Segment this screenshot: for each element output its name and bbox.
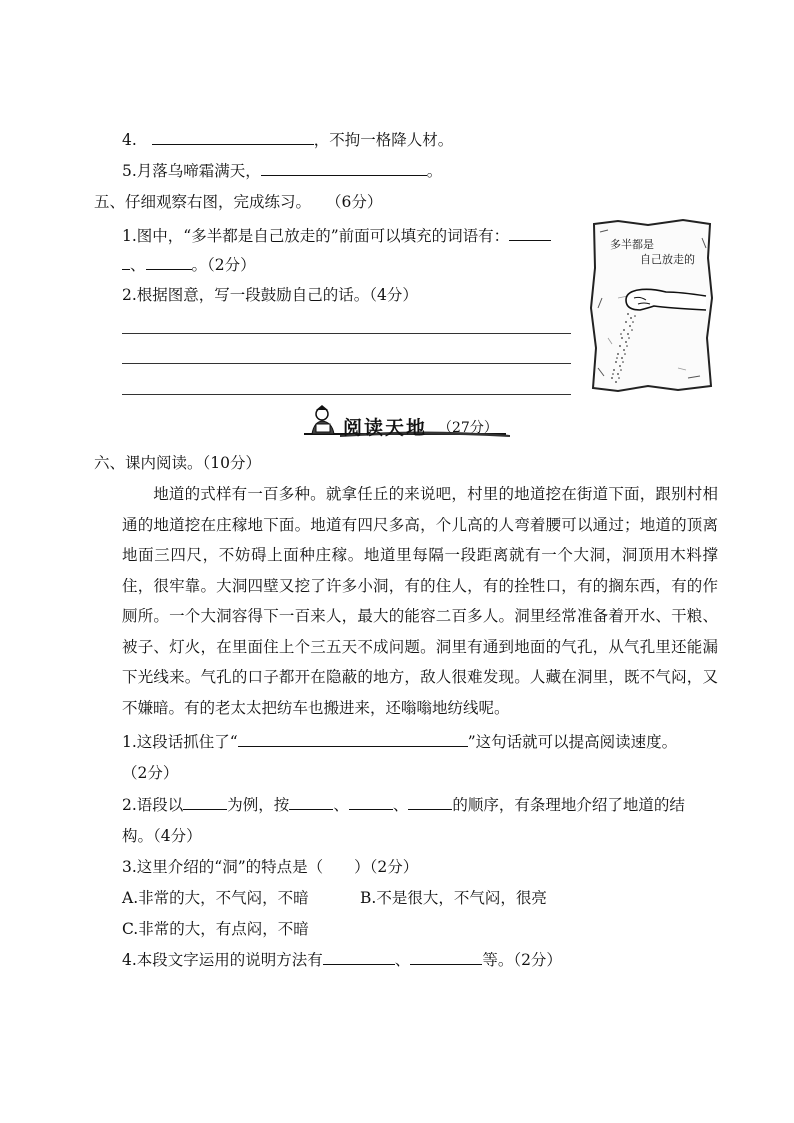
section-5-q1-score: 。（2分）: [191, 256, 256, 274]
section-6-q1-score: （2分）: [122, 764, 179, 782]
reading-section-title: 阅读天地: [343, 417, 428, 439]
writing-line[interactable]: [122, 394, 571, 395]
section-6-q3-option-b[interactable]: B.不是很大，不气闷，很亮: [360, 889, 547, 907]
section-5-q1-text: 1.图中，“多半都是自己放走的”前面可以填充的词语有：: [122, 227, 510, 245]
separator: 、: [333, 796, 349, 814]
section-5-title: 五、仔细观察右图，完成练习。: [94, 193, 312, 211]
answer-blank[interactable]: [408, 794, 452, 810]
picture-caption-line1: 多半都是: [610, 238, 654, 251]
answer-blank[interactable]: [261, 160, 427, 176]
picture-caption-line2: 自己放走的: [640, 253, 695, 266]
section-6-q1-text: 1.这段话抓住了“: [122, 733, 238, 751]
separator: 、: [130, 256, 146, 274]
section-6-q4-text-end: 等。（2分）: [482, 951, 562, 969]
section-6-q4-text: 4.本段文字运用的说明方法有: [122, 951, 323, 969]
section-6-q4: [122, 949, 562, 971]
section-6-q1: [122, 731, 677, 753]
answer-blank[interactable]: [349, 794, 393, 810]
reading-passage: [122, 479, 718, 723]
section-5-score: （6分）: [325, 193, 383, 211]
section-6-q2-text: 2.语段以: [122, 796, 184, 814]
reading-passage-text: 地道的式样有一百多种。就拿任丘的来说吧，村里的地道挖在街道下面，跟别村相通的地道挖在庄稼地下面。地道有四尺多高，个儿高的人弯着腰可以通过；地道的顶离地面三四尺，不妨碍上面种庄稼。地道里每隔一段距离就有一个大洞，洞顶用木料撑住，很牢靠。大洞四壁又挖了许多小洞，有的住人，有的拴牲口，有的搁东西，有的作厕所。一个大洞容得下一百来人，最大的能容二百多人。洞里经常准备着开水、干粮、被子、灯火，在里面住上个三五天不成问题。洞里有通到地面的气孔，从气孔里还能漏下光线来。气孔的口子都开在隐蔽的地方，敌人很难发现。人藏在洞里，既不气闷，又不嫌暗。有的老太太把纺车也搬进来，还嗡嗡地纺线呢。: [122, 485, 718, 717]
question-number: 4.: [122, 131, 137, 149]
answer-blank[interactable]: [289, 794, 333, 810]
section-6-q2-line2: 构。（4分）: [122, 827, 202, 845]
reader-figure-icon: [312, 405, 334, 434]
answer-blank[interactable]: [146, 254, 192, 270]
question-4-line: [122, 129, 453, 151]
question-5-suffix: 。: [426, 162, 443, 180]
writing-line[interactable]: [122, 333, 571, 334]
section-5-q2: 2.根据图意，写一段鼓励自己的话。（4分）: [122, 286, 418, 304]
answer-blank[interactable]: [152, 129, 314, 145]
section-6-q3-option-c[interactable]: C.非常的大，有点闷，不暗: [122, 920, 309, 938]
section-5-q1-line1: [122, 225, 551, 247]
question-5-prefix: 5.月落乌啼霜满天，: [122, 162, 261, 180]
answer-blank[interactable]: [509, 225, 551, 241]
answer-blank[interactable]: [323, 949, 395, 965]
separator: 、: [392, 796, 409, 814]
parchment-hand-illustration: [588, 218, 716, 394]
section-6-q3-option-a[interactable]: A.非常的大，不气闷，不暗: [122, 889, 309, 907]
writing-line[interactable]: [122, 363, 571, 364]
section-6-heading: 六、课内阅读。（10分）: [94, 454, 261, 472]
section-6-q2-text: 的顺序，有条理地介绍了地道的结: [452, 796, 685, 814]
answer-blank[interactable]: [238, 731, 468, 747]
section-5-heading: [94, 191, 382, 213]
section-6-q2: [122, 794, 685, 816]
answer-blank[interactable]: [122, 254, 130, 270]
answer-blank[interactable]: [183, 794, 227, 810]
section-6-q3: 3.这里介绍的“洞”的特点是（ ）（2分）: [122, 858, 419, 876]
question-4-text: ，不拘一格降人材。: [313, 131, 454, 149]
reading-section-score: （27分）: [438, 420, 498, 436]
separator: 、: [394, 951, 411, 969]
section-6-q1-text-end: ”这句话就可以提高阅读速度。: [467, 733, 678, 751]
section-6-q2-text: 为例，按: [227, 796, 290, 814]
answer-blank[interactable]: [410, 949, 482, 965]
section-5-q1-line2: [122, 254, 256, 276]
question-5-line: [122, 160, 442, 182]
